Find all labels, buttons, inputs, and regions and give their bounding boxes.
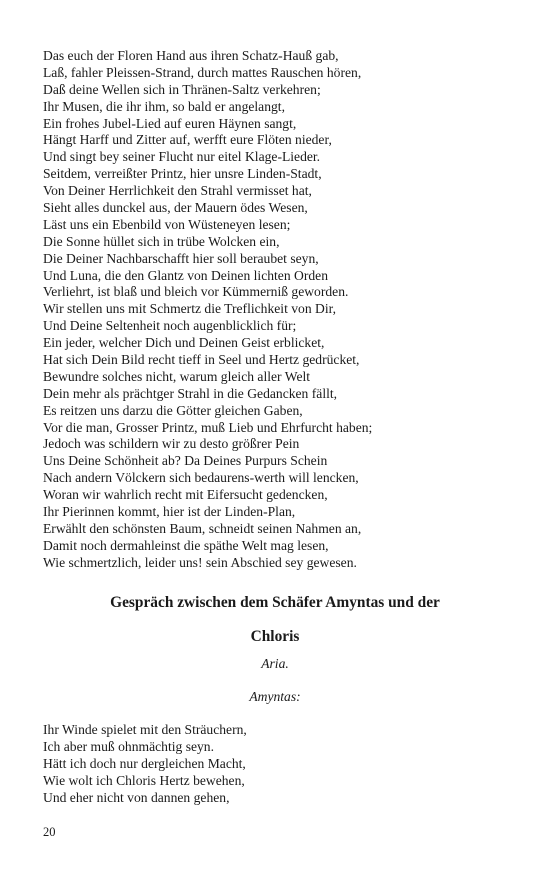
verse-line: Jedoch was schildern wir zu desto größrer Pein bbox=[43, 436, 300, 452]
verse-line: Nach andern Völckern sich bedaurens-werth will lencken, bbox=[43, 470, 359, 486]
verse-line: Ihr Winde spielet mit den Sträuchern, bbox=[43, 722, 247, 737]
verse-line: Und Deine Seltenheit noch augenblicklich für; bbox=[43, 318, 297, 334]
verse-line: Hat sich Dein Bild recht tieff in Seel und Hertz gedrücket, bbox=[43, 352, 360, 368]
aria-label: Aria. bbox=[261, 656, 289, 671]
verse-line: Damit noch dermahleinst die späthe Welt mag lesen, bbox=[43, 537, 329, 553]
page-number: 20 bbox=[43, 825, 56, 839]
speaker-label: Amyntas: bbox=[249, 689, 301, 704]
verse-line: Seitdem, verreißter Printz, hier unsre Linden-Stadt, bbox=[43, 166, 322, 182]
verse-line: Hätt ich doch nur dergleichen Macht, bbox=[43, 755, 246, 771]
verse-line: Ich aber muß ohnmächtig seyn. bbox=[43, 738, 215, 754]
verse-line: Uns Deine Schönheit ab? Da Deines Purpurs Schein bbox=[43, 453, 328, 469]
verse-line: Laß, fahler Pleissen-Strand, durch mattes Rauschen hören, bbox=[43, 64, 362, 80]
verse-line: Es reitzen uns darzu die Götter gleichen Gaben, bbox=[43, 402, 303, 418]
verse-line: Bewundre solches nicht, warum gleich aller Welt bbox=[43, 368, 311, 384]
section-heading-continued: Chloris bbox=[250, 628, 300, 645]
verse-line: Sieht alles dunckel aus, der Mauern ödes Wesen, bbox=[43, 200, 308, 216]
verse-line: Läst uns ein Ebenbild von Wüsteneyen lesen; bbox=[43, 216, 291, 232]
verse-line: Das euch der Floren Hand aus ihren Schatz-Hauß gab, bbox=[43, 48, 339, 63]
verse-line: Hängt Harff und Zitter auf, werfft eure Flöten nieder, bbox=[43, 132, 332, 148]
verse-line: Von Deiner Herrlichkeit den Strahl vermisset hat, bbox=[43, 183, 312, 199]
verse-line: Verliehrt, ist blaß und bleich vor Kümmerniß geworden. bbox=[43, 284, 349, 300]
verse-line: Dein mehr als prächtger Strahl in die Gedancken fällt, bbox=[43, 385, 338, 401]
verse-line: Und singt bey seiner Flucht nur eitel Klage-Lieder. bbox=[43, 149, 321, 165]
verse-line: Erwählt den schönsten Baum, schneidt seinen Nahmen an, bbox=[43, 520, 362, 536]
verse-line: Wir stellen uns mit Schmertz die Treflichkeit von Dir, bbox=[43, 301, 337, 317]
verse-line: Ihr Musen, die ihr ihm, so bald er angelangt, bbox=[43, 98, 285, 114]
verse-line: Die Deiner Nachbarschafft hier soll beraubet seyn, bbox=[43, 250, 319, 266]
verse-line: Ein frohes Jubel-Lied auf euren Häynen sangt, bbox=[43, 115, 297, 131]
verse-block-1 bbox=[43, 48, 523, 572]
verse-line: Ihr Pierinnen kommt, hier ist der Linden-Plan, bbox=[43, 504, 296, 520]
verse-line: Daß deine Wellen sich in Thränen-Saltz verkehren; bbox=[43, 81, 321, 97]
verse-line: Woran wir wahrlich recht mit Eifersucht gedencken, bbox=[43, 487, 328, 503]
verse-line: Und eher nicht von dannen gehen, bbox=[43, 789, 230, 805]
verse-line: Ein jeder, welcher Dich und Deinen Geist erblicket, bbox=[43, 335, 325, 351]
verse-line: Vor die man, Grosser Printz, muß Lieb und Ehrfurcht haben; bbox=[43, 419, 373, 435]
verse-block-2 bbox=[43, 722, 523, 806]
verse-line: Wie schmertzlich, leider uns! sein Abschied sey gewesen. bbox=[43, 554, 357, 570]
section-heading: Gespräch zwischen dem Schäfer Amyntas und der bbox=[110, 594, 440, 611]
verse-line: Wie wolt ich Chloris Hertz bewehen, bbox=[43, 772, 245, 788]
verse-line: Die Sonne hüllet sich in trübe Wolcken ein, bbox=[43, 233, 280, 249]
verse-line: Und Luna, die den Glantz von Deinen lichten Orden bbox=[43, 267, 329, 283]
